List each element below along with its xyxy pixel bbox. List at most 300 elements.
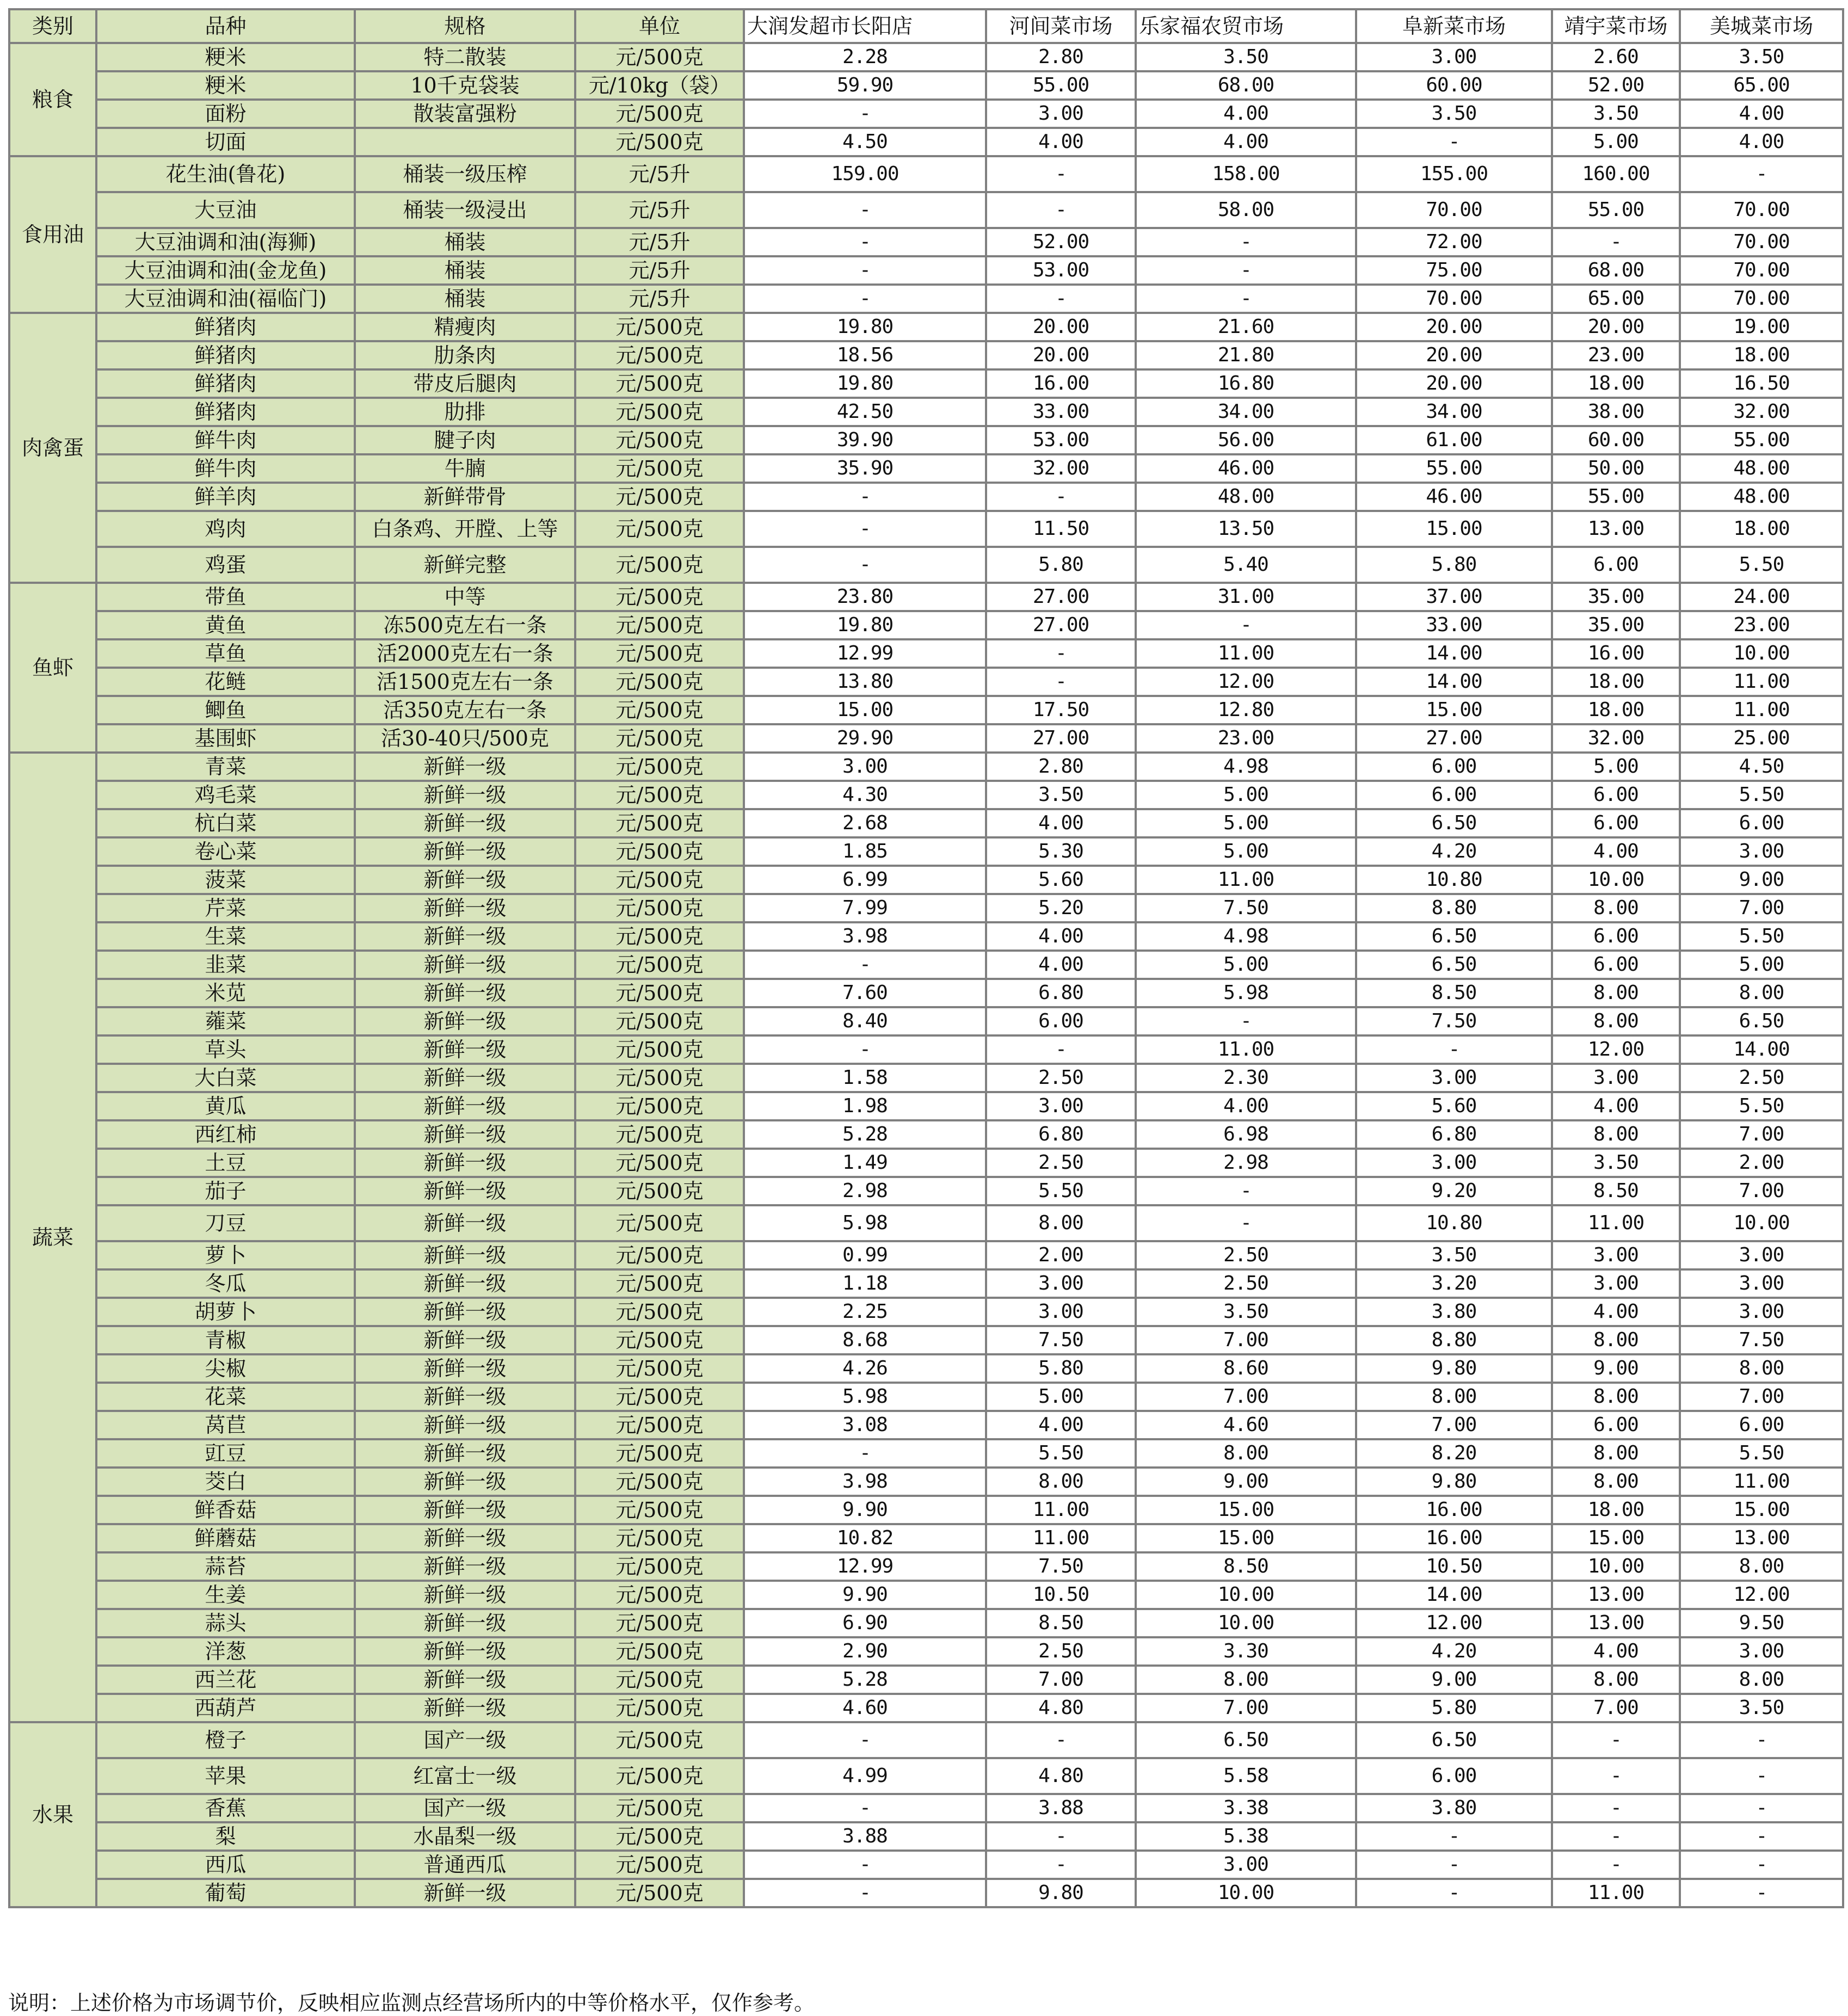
- variety-cell: 基围虾: [96, 724, 355, 753]
- table-row: [9, 1383, 1843, 1411]
- table-row: [9, 43, 1843, 71]
- price-cell: 13.00: [1552, 1581, 1680, 1609]
- table-row: [9, 668, 1843, 696]
- price-cell: 3.00: [1680, 1298, 1843, 1326]
- unit-cell: 元/500克: [575, 483, 744, 511]
- price-cell: 5.60: [1356, 1092, 1552, 1120]
- price-cell: 9.50: [1680, 1609, 1843, 1637]
- spec-cell: 活350克左右一条: [355, 696, 575, 724]
- price-cell: 4.00: [1680, 100, 1843, 128]
- price-cell: -: [1356, 1822, 1552, 1851]
- price-cell: 3.00: [1680, 1241, 1843, 1269]
- variety-cell: 西葫芦: [96, 1694, 355, 1722]
- variety-cell: 尖椒: [96, 1354, 355, 1383]
- table-row: [9, 1694, 1843, 1722]
- price-cell: -: [1552, 1794, 1680, 1822]
- price-cell: 14.00: [1356, 639, 1552, 668]
- price-cell: 2.60: [1552, 43, 1680, 71]
- price-cell: 11.00: [986, 1496, 1136, 1524]
- price-cell: 8.00: [1552, 1326, 1680, 1354]
- table-row: [9, 256, 1843, 285]
- price-cell: 3.00: [1680, 1637, 1843, 1666]
- price-cell: 70.00: [1680, 192, 1843, 228]
- price-cell: 21.60: [1136, 313, 1356, 341]
- spec-cell: 新鲜一级: [355, 1241, 575, 1269]
- price-cell: 2.98: [1136, 1149, 1356, 1177]
- price-cell: 5.00: [1136, 781, 1356, 809]
- variety-cell: 葡萄: [96, 1879, 355, 1907]
- table-row: [9, 547, 1843, 583]
- price-cell: 5.80: [986, 547, 1136, 583]
- unit-cell: 元/500克: [575, 1298, 744, 1326]
- price-cell: -: [1552, 1722, 1680, 1758]
- price-cell: 5.50: [1680, 1092, 1843, 1120]
- variety-cell: 切面: [96, 128, 355, 156]
- table-row: [9, 369, 1843, 398]
- table-row: [9, 1552, 1843, 1581]
- price-cell: 19.00: [1680, 313, 1843, 341]
- price-cell: 5.50: [1680, 781, 1843, 809]
- variety-cell: 米苋: [96, 979, 355, 1007]
- spec-cell: 新鲜一级: [355, 1439, 575, 1468]
- price-cell: 52.00: [986, 228, 1136, 256]
- unit-cell: 元/500克: [575, 1581, 744, 1609]
- price-cell: 4.00: [1136, 128, 1356, 156]
- table-row: [9, 228, 1843, 256]
- price-cell: 34.00: [1136, 398, 1356, 426]
- price-cell: 160.00: [1552, 156, 1680, 192]
- variety-cell: 鸡毛菜: [96, 781, 355, 809]
- price-cell: 12.00: [1552, 1035, 1680, 1064]
- price-cell: 2.68: [744, 809, 986, 837]
- unit-cell: 元/500克: [575, 369, 744, 398]
- variety-cell: 鲜猪肉: [96, 398, 355, 426]
- price-cell: 8.68: [744, 1326, 986, 1354]
- table-row: [9, 1794, 1843, 1822]
- price-cell: 15.00: [1136, 1496, 1356, 1524]
- price-cell: 50.00: [1552, 454, 1680, 483]
- price-cell: -: [986, 285, 1136, 313]
- price-cell: -: [1552, 1758, 1680, 1794]
- variety-cell: 西瓜: [96, 1851, 355, 1879]
- spec-cell: [355, 128, 575, 156]
- variety-cell: 鲜蘑菇: [96, 1524, 355, 1552]
- table-row: [9, 1439, 1843, 1468]
- variety-cell: 蕹菜: [96, 1007, 355, 1035]
- price-cell: 5.50: [1680, 547, 1843, 583]
- price-cell: -: [1356, 128, 1552, 156]
- spec-cell: 新鲜一级: [355, 1411, 575, 1439]
- price-cell: 53.00: [986, 256, 1136, 285]
- price-cell: 6.98: [1136, 1120, 1356, 1149]
- unit-cell: 元/500克: [575, 1637, 744, 1666]
- table-row: [9, 724, 1843, 753]
- spec-cell: 新鲜一级: [355, 1524, 575, 1552]
- variety-cell: 茄子: [96, 1177, 355, 1205]
- price-cell: -: [986, 156, 1136, 192]
- price-cell: 3.00: [1552, 1269, 1680, 1298]
- variety-cell: 蒜头: [96, 1609, 355, 1637]
- price-cell: 20.00: [986, 341, 1136, 369]
- price-cell: 7.00: [1136, 1383, 1356, 1411]
- unit-cell: 元/500克: [575, 1722, 744, 1758]
- unit-cell: 元/500克: [575, 809, 744, 837]
- price-cell: 3.50: [1552, 100, 1680, 128]
- table-row: [9, 341, 1843, 369]
- price-cell: 6.90: [744, 1609, 986, 1637]
- price-cell: 6.00: [1356, 781, 1552, 809]
- table-row: [9, 1149, 1843, 1177]
- price-cell: 9.20: [1356, 1177, 1552, 1205]
- table-row: [9, 1298, 1843, 1326]
- spec-cell: 新鲜一级: [355, 1007, 575, 1035]
- price-cell: 5.50: [1680, 1439, 1843, 1468]
- variety-cell: 橙子: [96, 1722, 355, 1758]
- table-row: [9, 454, 1843, 483]
- table-row: [9, 837, 1843, 866]
- price-cell: 12.00: [1680, 1581, 1843, 1609]
- price-cell: 10.00: [1136, 1581, 1356, 1609]
- unit-cell: 元/500克: [575, 1468, 744, 1496]
- price-cell: 11.00: [1136, 639, 1356, 668]
- price-cell: 27.00: [986, 611, 1136, 639]
- spec-cell: 新鲜一级: [355, 753, 575, 781]
- table-row: [9, 511, 1843, 547]
- price-cell: 32.00: [1680, 398, 1843, 426]
- price-cell: 18.00: [1552, 696, 1680, 724]
- price-cell: 7.00: [986, 1666, 1136, 1694]
- price-cell: 8.00: [986, 1468, 1136, 1496]
- price-cell: 27.00: [986, 724, 1136, 753]
- price-cell: 8.00: [1552, 1666, 1680, 1694]
- spec-cell: 新鲜一级: [355, 1609, 575, 1637]
- table-row: [9, 1822, 1843, 1851]
- variety-cell: 西兰花: [96, 1666, 355, 1694]
- price-cell: 37.00: [1356, 583, 1552, 611]
- price-cell: 2.80: [986, 43, 1136, 71]
- price-cell: 14.00: [1356, 1581, 1552, 1609]
- price-cell: -: [1680, 1758, 1843, 1794]
- price-cell: 6.80: [986, 1120, 1136, 1149]
- unit-cell: 元/500克: [575, 611, 744, 639]
- price-cell: 48.00: [1136, 483, 1356, 511]
- variety-cell: 黄鱼: [96, 611, 355, 639]
- price-cell: 3.00: [986, 1092, 1136, 1120]
- price-cell: -: [744, 1794, 986, 1822]
- price-cell: -: [744, 100, 986, 128]
- variety-cell: 刀豆: [96, 1205, 355, 1241]
- price-cell: 2.50: [1136, 1241, 1356, 1269]
- price-cell: 3.50: [1136, 1298, 1356, 1326]
- spec-cell: 冻500克左右一条: [355, 611, 575, 639]
- price-cell: 11.00: [986, 1524, 1136, 1552]
- price-cell: 8.50: [986, 1609, 1136, 1637]
- price-cell: -: [744, 1722, 986, 1758]
- price-cell: 8.40: [744, 1007, 986, 1035]
- variety-cell: 花生油(鲁花): [96, 156, 355, 192]
- price-cell: -: [744, 1035, 986, 1064]
- price-cell: 8.00: [1552, 1468, 1680, 1496]
- price-cell: 15.00: [1356, 511, 1552, 547]
- price-cell: 5.30: [986, 837, 1136, 866]
- unit-cell: 元/500克: [575, 1354, 744, 1383]
- price-cell: -: [1356, 1879, 1552, 1907]
- price-table: [8, 8, 1844, 1908]
- variety-cell: 茭白: [96, 1468, 355, 1496]
- price-cell: 8.80: [1356, 894, 1552, 922]
- variety-cell: 西红柿: [96, 1120, 355, 1149]
- price-cell: 17.50: [986, 696, 1136, 724]
- table-row: [9, 156, 1843, 192]
- variety-cell: 大豆油: [96, 192, 355, 228]
- price-cell: 24.00: [1680, 583, 1843, 611]
- price-cell: 3.00: [986, 1298, 1136, 1326]
- price-cell: 2.28: [744, 43, 986, 71]
- spec-cell: 水晶梨一级: [355, 1822, 575, 1851]
- header-spec: 规格: [355, 9, 575, 43]
- unit-cell: 元/500克: [575, 724, 744, 753]
- price-cell: 48.00: [1680, 483, 1843, 511]
- table-row: [9, 1581, 1843, 1609]
- price-cell: 29.90: [744, 724, 986, 753]
- unit-cell: 元/500克: [575, 583, 744, 611]
- price-cell: 15.00: [744, 696, 986, 724]
- table-row: [9, 583, 1843, 611]
- unit-cell: 元/500克: [575, 1177, 744, 1205]
- spec-cell: 精瘦肉: [355, 313, 575, 341]
- spec-cell: 活30-40只/500克: [355, 724, 575, 753]
- price-cell: 1.98: [744, 1092, 986, 1120]
- price-cell: 68.00: [1552, 256, 1680, 285]
- spec-cell: 新鲜一级: [355, 1269, 575, 1298]
- table-row: [9, 922, 1843, 951]
- price-cell: 5.00: [1136, 951, 1356, 979]
- table-row: [9, 1177, 1843, 1205]
- spec-cell: 新鲜一级: [355, 1064, 575, 1092]
- price-cell: 20.00: [986, 313, 1136, 341]
- price-cell: 4.00: [986, 951, 1136, 979]
- price-cell: 15.00: [1552, 1524, 1680, 1552]
- price-cell: 3.50: [1356, 100, 1552, 128]
- price-cell: 2.80: [986, 753, 1136, 781]
- price-cell: 5.00: [1552, 128, 1680, 156]
- price-cell: 19.80: [744, 313, 986, 341]
- variety-cell: 大白菜: [96, 1064, 355, 1092]
- price-cell: 4.20: [1356, 837, 1552, 866]
- spec-cell: 散装富强粉: [355, 100, 575, 128]
- price-cell: 6.50: [1356, 922, 1552, 951]
- spec-cell: 新鲜一级: [355, 1666, 575, 1694]
- price-cell: 59.90: [744, 71, 986, 100]
- price-cell: 65.00: [1680, 71, 1843, 100]
- price-cell: 5.60: [986, 866, 1136, 894]
- price-cell: 13.00: [1552, 1609, 1680, 1637]
- unit-cell: 元/500克: [575, 454, 744, 483]
- price-cell: -: [1136, 1007, 1356, 1035]
- header-market-2: 河间菜市场: [986, 9, 1136, 43]
- variety-cell: 鲜牛肉: [96, 426, 355, 454]
- price-cell: 5.58: [1136, 1758, 1356, 1794]
- price-cell: 8.00: [1356, 1383, 1552, 1411]
- price-cell: -: [744, 1879, 986, 1907]
- table-body: [9, 43, 1843, 1907]
- price-cell: 23.00: [1552, 341, 1680, 369]
- price-cell: 16.50: [1680, 369, 1843, 398]
- price-cell: 10.00: [1552, 1552, 1680, 1581]
- price-cell: 12.99: [744, 1552, 986, 1581]
- variety-cell: 粳米: [96, 43, 355, 71]
- price-cell: 7.50: [1356, 1007, 1552, 1035]
- price-cell: 11.00: [1680, 696, 1843, 724]
- table-row: [9, 894, 1843, 922]
- price-cell: 35.90: [744, 454, 986, 483]
- price-cell: 4.80: [986, 1758, 1136, 1794]
- table-row: [9, 1007, 1843, 1035]
- price-cell: 35.00: [1552, 611, 1680, 639]
- variety-cell: 洋葱: [96, 1637, 355, 1666]
- price-cell: 10.50: [986, 1581, 1136, 1609]
- table-row: [9, 426, 1843, 454]
- price-cell: 16.00: [1356, 1524, 1552, 1552]
- price-cell: 9.00: [1136, 1468, 1356, 1496]
- price-cell: 9.80: [1356, 1354, 1552, 1383]
- variety-cell: 鲜香菇: [96, 1496, 355, 1524]
- price-table-container: [8, 8, 1844, 1908]
- unit-cell: 元/500克: [575, 1666, 744, 1694]
- variety-cell: 花菜: [96, 1383, 355, 1411]
- price-cell: 5.38: [1136, 1822, 1356, 1851]
- unit-cell: 元/5升: [575, 156, 744, 192]
- spec-cell: 白条鸡、开膛、上等: [355, 511, 575, 547]
- price-cell: 18.00: [1680, 341, 1843, 369]
- price-cell: 9.80: [1356, 1468, 1552, 1496]
- variety-cell: 鸡肉: [96, 511, 355, 547]
- price-cell: 12.80: [1136, 696, 1356, 724]
- price-cell: 6.99: [744, 866, 986, 894]
- price-cell: 11.00: [1552, 1879, 1680, 1907]
- unit-cell: 元/500克: [575, 837, 744, 866]
- price-cell: 3.00: [1680, 837, 1843, 866]
- table-row: [9, 809, 1843, 837]
- unit-cell: 元/500克: [575, 1411, 744, 1439]
- price-cell: 4.99: [744, 1758, 986, 1794]
- spec-cell: 特二散装: [355, 43, 575, 71]
- price-cell: 11.00: [1136, 1035, 1356, 1064]
- price-cell: 58.00: [1136, 192, 1356, 228]
- unit-cell: 元/500克: [575, 866, 744, 894]
- table-row: [9, 696, 1843, 724]
- price-cell: 23.00: [1136, 724, 1356, 753]
- price-cell: 3.00: [986, 1269, 1136, 1298]
- price-cell: 20.00: [1356, 341, 1552, 369]
- price-cell: 27.00: [1356, 724, 1552, 753]
- unit-cell: 元/500克: [575, 922, 744, 951]
- spec-cell: 国产一级: [355, 1722, 575, 1758]
- header-category: 类别: [9, 9, 96, 43]
- price-cell: 13.80: [744, 668, 986, 696]
- price-cell: 9.90: [744, 1581, 986, 1609]
- price-cell: 11.50: [986, 511, 1136, 547]
- price-cell: 33.00: [1356, 611, 1552, 639]
- table-row: [9, 1354, 1843, 1383]
- price-cell: 61.00: [1356, 426, 1552, 454]
- variety-cell: 杭白菜: [96, 809, 355, 837]
- price-cell: -: [744, 483, 986, 511]
- price-cell: 46.00: [1356, 483, 1552, 511]
- price-cell: 20.00: [1356, 369, 1552, 398]
- table-row: [9, 1269, 1843, 1298]
- price-cell: 55.00: [1552, 192, 1680, 228]
- unit-cell: 元/500克: [575, 1694, 744, 1722]
- price-cell: -: [1680, 1879, 1843, 1907]
- price-cell: 3.98: [744, 1468, 986, 1496]
- price-cell: 3.50: [1680, 1694, 1843, 1722]
- price-cell: 6.00: [1552, 781, 1680, 809]
- price-cell: 4.00: [986, 1411, 1136, 1439]
- price-cell: 13.00: [1552, 511, 1680, 547]
- price-cell: 6.00: [1680, 1411, 1843, 1439]
- unit-cell: 元/500克: [575, 951, 744, 979]
- table-row: [9, 1879, 1843, 1907]
- footnote: 说明：上述价格为市场调节价，反映相应监测点经营场所内的中等价格水平，仅作参考。: [8, 1991, 815, 2015]
- price-cell: 7.60: [744, 979, 986, 1007]
- price-cell: -: [744, 228, 986, 256]
- price-cell: 5.50: [986, 1439, 1136, 1468]
- price-cell: 4.00: [1136, 1092, 1356, 1120]
- price-cell: 14.00: [1680, 1035, 1843, 1064]
- price-cell: -: [744, 192, 986, 228]
- price-cell: 158.00: [1136, 156, 1356, 192]
- price-cell: 5.00: [986, 1383, 1136, 1411]
- unit-cell: 元/500克: [575, 894, 744, 922]
- table-row: [9, 398, 1843, 426]
- table-row: [9, 1666, 1843, 1694]
- unit-cell: 元/500克: [575, 1758, 744, 1794]
- price-cell: 2.50: [986, 1064, 1136, 1092]
- price-cell: 5.00: [1136, 837, 1356, 866]
- price-cell: 3.50: [1552, 1149, 1680, 1177]
- price-cell: 55.00: [1356, 454, 1552, 483]
- price-cell: 3.80: [1356, 1794, 1552, 1822]
- variety-cell: 冬瓜: [96, 1269, 355, 1298]
- price-cell: -: [1680, 1722, 1843, 1758]
- price-cell: -: [986, 192, 1136, 228]
- price-cell: -: [744, 1439, 986, 1468]
- table-row: [9, 1722, 1843, 1758]
- price-cell: 4.98: [1136, 753, 1356, 781]
- variety-cell: 鲜猪肉: [96, 341, 355, 369]
- price-cell: 10.00: [1552, 866, 1680, 894]
- price-cell: 6.50: [1136, 1722, 1356, 1758]
- category-cell: 食用油: [9, 156, 96, 313]
- price-cell: 35.00: [1552, 583, 1680, 611]
- price-cell: 10.00: [1680, 639, 1843, 668]
- price-cell: 11.00: [1552, 1205, 1680, 1241]
- price-cell: 55.00: [1680, 426, 1843, 454]
- price-cell: 9.00: [1552, 1354, 1680, 1383]
- variety-cell: 带鱼: [96, 583, 355, 611]
- price-cell: 48.00: [1680, 454, 1843, 483]
- price-cell: 5.20: [986, 894, 1136, 922]
- price-cell: 13.50: [1136, 511, 1356, 547]
- price-cell: 5.98: [1136, 979, 1356, 1007]
- variety-cell: 大豆油调和油(海狮): [96, 228, 355, 256]
- price-cell: -: [744, 951, 986, 979]
- price-cell: 5.00: [1136, 809, 1356, 837]
- variety-cell: 卷心菜: [96, 837, 355, 866]
- price-cell: 7.00: [1680, 1383, 1843, 1411]
- price-cell: 10.00: [1136, 1609, 1356, 1637]
